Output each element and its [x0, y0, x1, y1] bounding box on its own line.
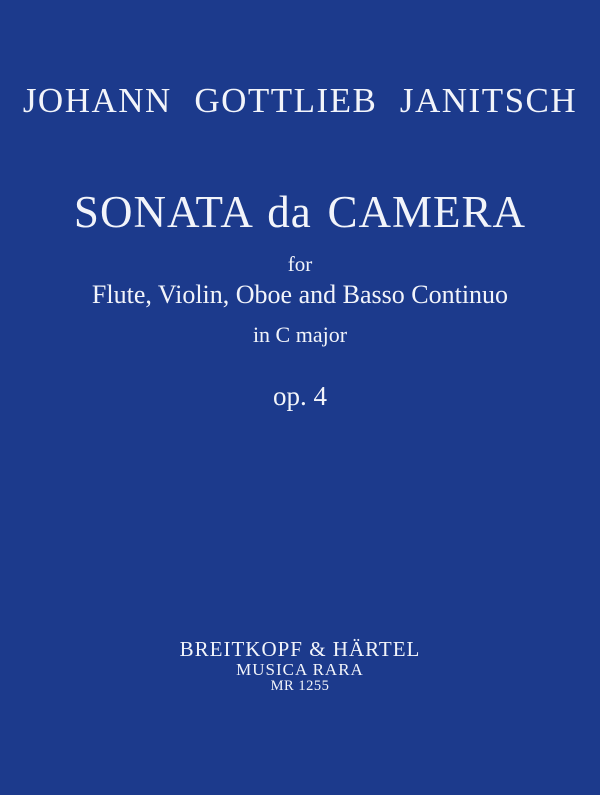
for-label: for: [287, 252, 313, 276]
imprint-name: MUSICA RARA: [236, 660, 364, 679]
instrumentation: Flute, Violin, Oboe and Basso Continuo: [91, 280, 509, 309]
work-title: SONATA da CAMERA: [73, 187, 527, 237]
catalog-number: MR 1255: [270, 678, 330, 694]
opus-number: op. 4: [273, 381, 327, 411]
publisher-name: BREITKOPF & HÄRTEL: [179, 637, 421, 661]
composer-name: JOHANN GOTTLIEB JANITSCH: [22, 81, 578, 120]
key-designation: in C major: [252, 322, 348, 347]
